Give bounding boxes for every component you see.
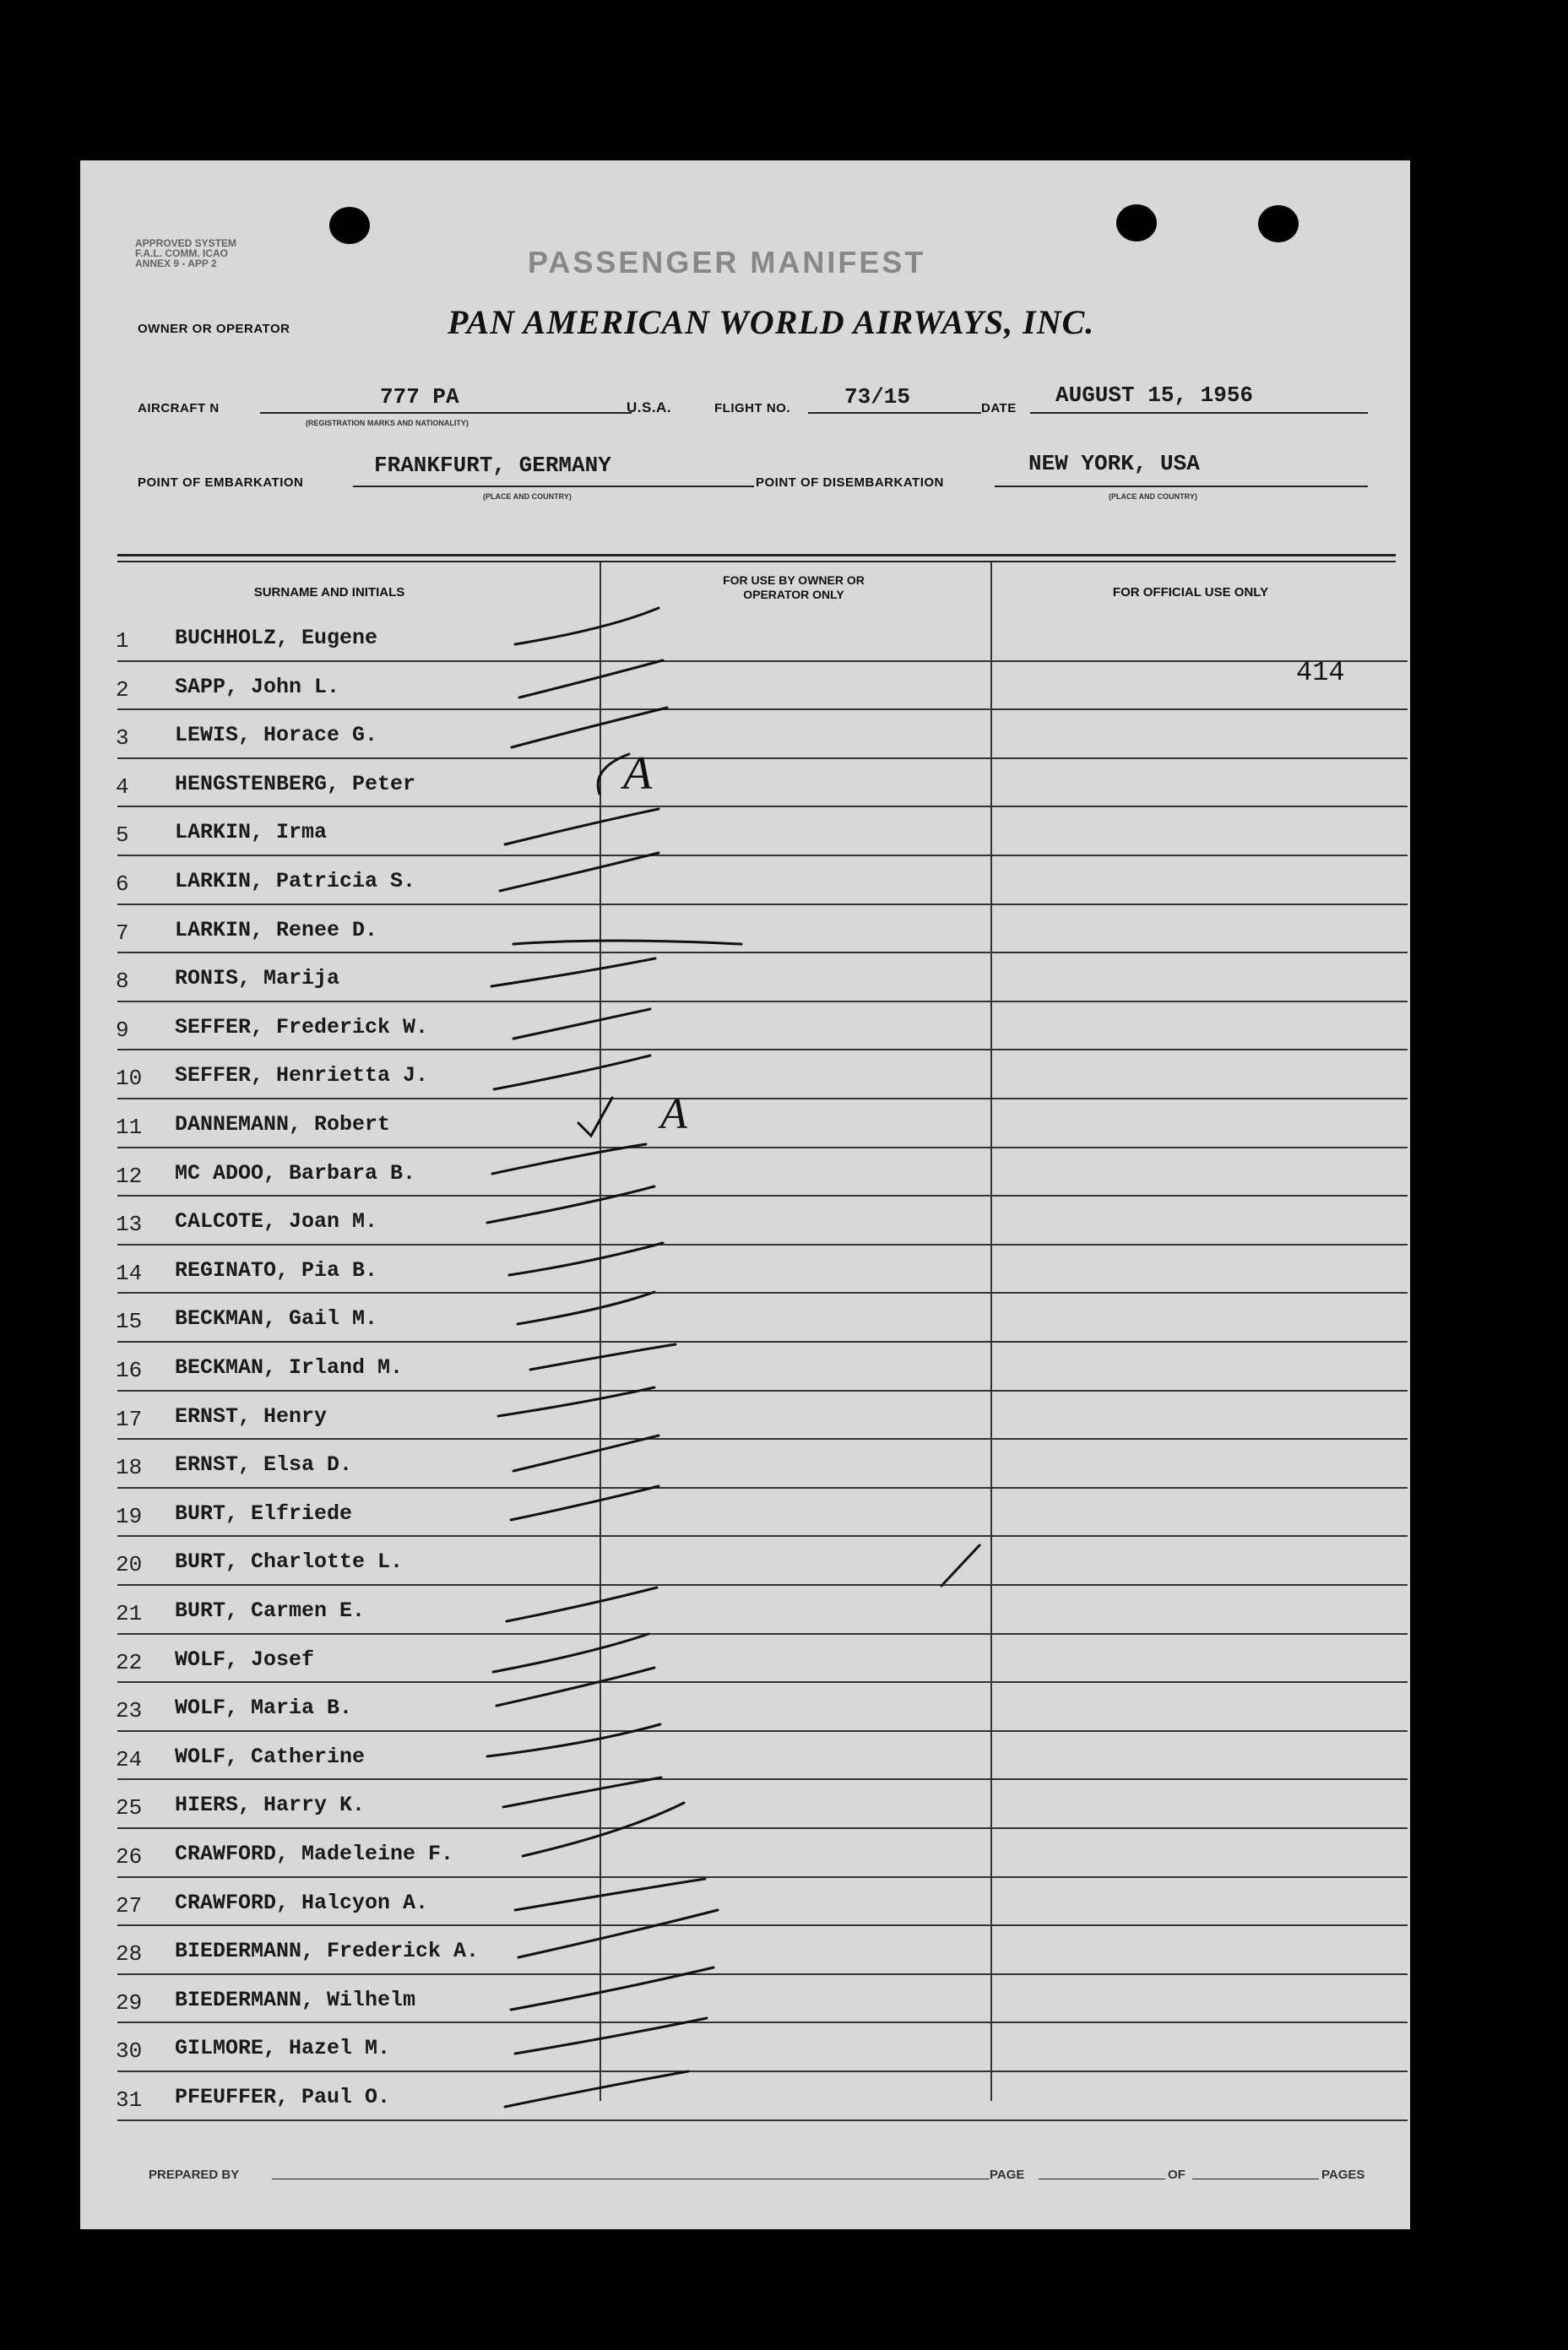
passenger-name: BURT, Charlotte L. bbox=[175, 1549, 404, 1575]
row-rule bbox=[117, 1292, 1408, 1294]
row-number: 29 bbox=[116, 1989, 143, 2016]
prepared-by-label: PREPARED BY bbox=[149, 2168, 240, 2182]
row-number: 4 bbox=[116, 773, 129, 800]
table-top-border bbox=[117, 561, 1396, 562]
embarkation-label: POINT OF EMBARKATION bbox=[138, 475, 304, 490]
page-title: PASSENGER MANIFEST bbox=[528, 245, 926, 280]
passenger-name: BECKMAN, Irland M. bbox=[175, 1355, 404, 1380]
row-number: 8 bbox=[116, 969, 129, 995]
passenger-name: ERNST, Elsa D. bbox=[175, 1452, 353, 1478]
aircraft-sublabel: (REGISTRATION MARKS AND NATIONALITY) bbox=[306, 419, 469, 427]
row-number: 11 bbox=[116, 1115, 143, 1140]
punch-hole bbox=[329, 207, 370, 244]
column-divider bbox=[600, 562, 601, 2101]
row-number: 1 bbox=[116, 628, 129, 654]
row-rule bbox=[117, 708, 1408, 710]
row-rule bbox=[117, 1098, 1408, 1099]
row-number: 5 bbox=[116, 822, 129, 849]
page-label: PAGE bbox=[990, 2168, 1025, 2182]
handwritten-mark-row4: A bbox=[623, 747, 653, 800]
row-number: 13 bbox=[116, 1212, 143, 1238]
passenger-name: SAPP, John L. bbox=[175, 674, 340, 699]
row-rule bbox=[117, 1778, 1408, 1780]
row-rule bbox=[117, 952, 1408, 953]
nationality-label: U.S.A. bbox=[627, 399, 672, 415]
passenger-name: WOLF, Josef bbox=[175, 1647, 315, 1672]
disembarkation-underline bbox=[995, 486, 1368, 487]
passenger-name: CRAWFORD, Halcyon A. bbox=[175, 1890, 429, 1915]
passenger-name: HIERS, Harry K. bbox=[175, 1793, 366, 1818]
column-header-official: FOR OFFICIAL USE ONLY bbox=[1112, 585, 1269, 600]
row-rule bbox=[117, 1487, 1408, 1489]
handwritten-mark-row11: A bbox=[660, 1090, 687, 1138]
row-number: 16 bbox=[116, 1358, 143, 1383]
row-number: 14 bbox=[116, 1260, 143, 1286]
row-rule bbox=[117, 1633, 1408, 1635]
row-rule bbox=[117, 1924, 1408, 1926]
handwritten-check-row11 bbox=[567, 1094, 601, 1142]
passenger-name: GILMORE, Hazel M. bbox=[175, 2036, 391, 2061]
date-underline bbox=[1030, 412, 1368, 414]
aircraft-underline bbox=[260, 412, 632, 414]
row-rule bbox=[117, 2119, 1408, 2121]
row-rule bbox=[117, 855, 1408, 856]
row-rule bbox=[117, 1390, 1408, 1392]
row-number: 9 bbox=[116, 1017, 129, 1043]
row-number: 19 bbox=[116, 1503, 143, 1529]
row-number: 3 bbox=[116, 725, 129, 752]
row-rule bbox=[117, 1730, 1408, 1732]
pages-label: PAGES bbox=[1321, 2168, 1365, 2182]
row-number: 26 bbox=[116, 1844, 143, 1870]
passenger-name: BURT, Carmen E. bbox=[175, 1598, 366, 1623]
of-label: OF bbox=[1168, 2168, 1185, 2182]
row-rule bbox=[117, 1973, 1408, 1975]
passenger-name: WOLF, Maria B. bbox=[175, 1696, 353, 1721]
row-rule bbox=[117, 806, 1408, 807]
row-number: 12 bbox=[116, 1163, 143, 1189]
passenger-name: RONIS, Marija bbox=[175, 966, 340, 991]
row-number: 23 bbox=[116, 1698, 143, 1724]
row-number: 21 bbox=[116, 1601, 143, 1626]
date-label: DATE bbox=[981, 401, 1017, 415]
passenger-name: PFEUFFER, Paul O. bbox=[175, 2085, 391, 2109]
passenger-name: REGINATO, Pia B. bbox=[175, 1257, 378, 1283]
passenger-name: HENGSTENBERG, Peter bbox=[175, 771, 416, 796]
passenger-name: MC ADOO, Barbara B. bbox=[175, 1160, 416, 1186]
row-rule bbox=[117, 1535, 1408, 1537]
aircraft-value: 777 PA bbox=[380, 384, 459, 410]
row-number: 10 bbox=[116, 1066, 143, 1092]
row-number: 18 bbox=[116, 1455, 143, 1481]
row-number: 2 bbox=[116, 676, 129, 703]
passenger-name: BECKMAN, Gail M. bbox=[175, 1306, 378, 1332]
row-rule bbox=[117, 1147, 1408, 1148]
punch-hole bbox=[1116, 204, 1157, 242]
passenger-name: BIEDERMANN, Wilhelm bbox=[175, 1987, 416, 2012]
row-rule bbox=[117, 2070, 1408, 2072]
row-number: 15 bbox=[116, 1309, 143, 1335]
row-rule bbox=[117, 1001, 1408, 1002]
passenger-name: DANNEMANN, Robert bbox=[175, 1112, 391, 1137]
row-number: 17 bbox=[116, 1406, 143, 1432]
row-rule bbox=[117, 1827, 1408, 1829]
row-number: 27 bbox=[116, 1892, 143, 1919]
embarkation-underline bbox=[353, 486, 754, 487]
flight-underline bbox=[808, 412, 981, 414]
column-header-names: SURNAME AND INITIALS bbox=[253, 585, 405, 600]
row-number: 22 bbox=[116, 1649, 143, 1675]
row-rule bbox=[117, 904, 1408, 905]
passenger-name: BUCHHOLZ, Eugene bbox=[175, 626, 378, 650]
passenger-name: SEFFER, Henrietta J. bbox=[175, 1063, 429, 1088]
flight-value: 73/15 bbox=[844, 384, 911, 410]
row-rule bbox=[117, 1244, 1408, 1246]
passenger-name: WOLF, Catherine bbox=[175, 1744, 366, 1769]
row-rule bbox=[117, 660, 1408, 662]
date-value: AUGUST 15, 1956 bbox=[1055, 383, 1254, 408]
row-rule bbox=[117, 2022, 1408, 2023]
row-rule bbox=[117, 1681, 1408, 1683]
row-number: 30 bbox=[116, 2038, 143, 2065]
row-rule bbox=[117, 1341, 1408, 1343]
row-rule bbox=[117, 1438, 1408, 1440]
disembarkation-value: NEW YORK, USA bbox=[1028, 451, 1200, 476]
row-rule bbox=[117, 1584, 1408, 1586]
passenger-name: BIEDERMANN, Frederick A. bbox=[175, 1939, 480, 1964]
passenger-name: LARKIN, Patricia S. bbox=[175, 869, 416, 893]
embarkation-value: FRANKFURT, GERMANY bbox=[374, 453, 611, 478]
official-number: 414 bbox=[1296, 657, 1345, 688]
embarkation-sublabel: (PLACE AND COUNTRY) bbox=[483, 492, 572, 501]
row-rule bbox=[117, 1049, 1408, 1050]
passenger-name: LARKIN, Irma bbox=[175, 820, 328, 845]
owner-label: OWNER OR OPERATOR bbox=[138, 322, 290, 336]
row-number: 24 bbox=[116, 1746, 143, 1772]
row-number: 6 bbox=[116, 871, 129, 897]
disembarkation-sublabel: (PLACE AND COUNTRY) bbox=[1109, 492, 1197, 501]
row-number: 25 bbox=[116, 1795, 143, 1821]
passenger-name: BURT, Elfriede bbox=[175, 1501, 353, 1526]
column-divider bbox=[990, 562, 992, 2101]
passenger-name: SEFFER, Frederick W. bbox=[175, 1014, 429, 1039]
row-rule bbox=[117, 1195, 1408, 1197]
passenger-name: CRAWFORD, Madeleine F. bbox=[175, 1842, 454, 1866]
aircraft-label: AIRCRAFT N bbox=[138, 401, 220, 415]
passenger-name: LEWIS, Horace G. bbox=[175, 723, 378, 748]
row-rule bbox=[117, 757, 1408, 759]
company-name: PAN AMERICAN WORLD AIRWAYS, INC. bbox=[448, 303, 1095, 341]
approval-stamp: APPROVED SYSTEM F.A.L. COMM. ICAO ANNEX 9 - APP 2 bbox=[135, 237, 237, 269]
disembarkation-label: POINT OF DISEMBARKATION bbox=[756, 475, 944, 490]
passenger-name: LARKIN, Renee D. bbox=[175, 917, 378, 942]
passenger-name: CALCOTE, Joan M. bbox=[175, 1209, 378, 1235]
row-number: 20 bbox=[116, 1552, 143, 1578]
row-number: 31 bbox=[116, 2087, 143, 2113]
row-number: 7 bbox=[116, 920, 129, 946]
passenger-name: ERNST, Henry bbox=[175, 1403, 328, 1429]
row-rule bbox=[117, 1876, 1408, 1878]
punch-hole bbox=[1258, 205, 1299, 242]
row-number: 28 bbox=[116, 1941, 143, 1967]
table-top-border bbox=[117, 554, 1396, 556]
column-header-owner: FOR USE BY OWNER OR OPERATOR ONLY bbox=[723, 573, 865, 601]
flight-label: FLIGHT NO. bbox=[714, 401, 790, 415]
